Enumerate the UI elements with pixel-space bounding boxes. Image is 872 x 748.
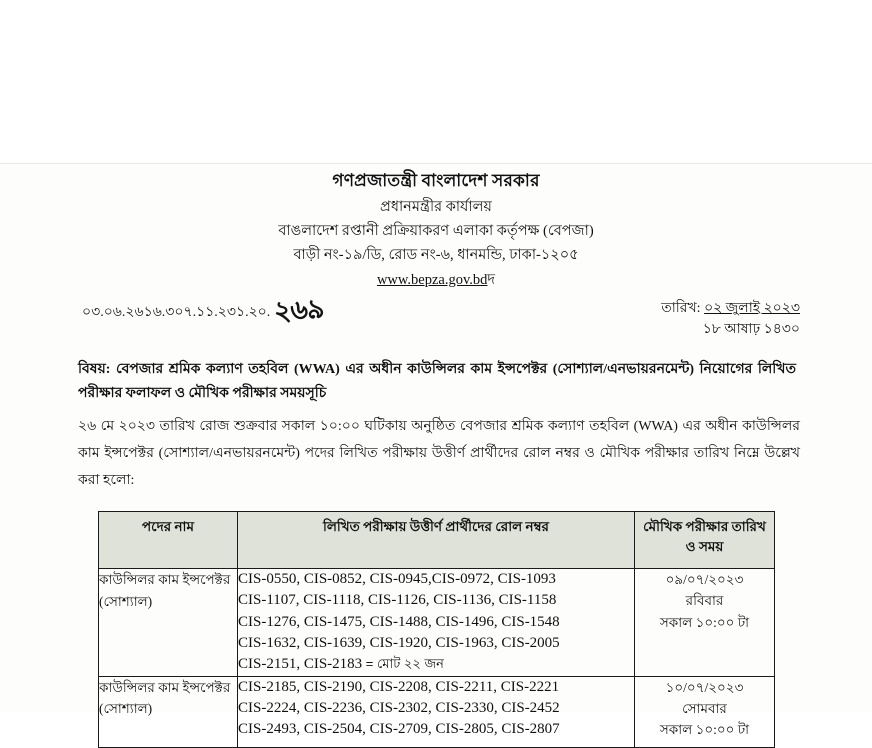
date-gregorian-line	[661, 298, 800, 319]
cell-post-name: কাউন্সিলর কাম ইন্সপেক্টর (সোশ্যাল)	[99, 676, 238, 747]
roll-number-line: CIS-2224, CIS-2236, CIS-2302, CIS-2330, CIS-2452	[238, 699, 560, 716]
column-header-roll-numbers: লিখিত পরীক্ষায় উত্তীর্ণ প্রার্থীদের রোল নম্বর	[238, 512, 635, 569]
roll-number-line: CIS-1632, CIS-1639, CIS-1920, CIS-1963, CIS-2005	[238, 635, 560, 652]
viva-time: সকাল ১০:০০ টা	[659, 722, 750, 738]
viva-date: ০৯/০৭/২০২৩	[665, 572, 744, 588]
results-table-body	[99, 569, 775, 747]
cell-viva-schedule	[635, 569, 775, 676]
government-title: গণপ্রজাতন্ত্রী বাংলাদেশ সরকার	[332, 171, 540, 190]
website-trailing-glyph: দ	[487, 271, 496, 288]
date-bangla: ১৮ আষাঢ় ১৪৩০	[702, 322, 800, 337]
viva-day: রবিবার	[685, 593, 724, 609]
date-label: তারিখ:	[661, 301, 701, 316]
letterhead	[0, 168, 872, 291]
results-table	[98, 511, 775, 748]
website-url[interactable]: www.bepza.gov.bd	[376, 271, 488, 288]
column-header-post: পদের নাম	[99, 512, 238, 569]
date-gregorian: ০২ জুলাই ২০২৩	[704, 301, 800, 316]
roll-number-line: CIS-2185, CIS-2190, CIS-2208, CIS-2211, CIS-2221	[238, 678, 560, 695]
column-header-viva-schedule: মৌখিক পরীক্ষার তারিখ ও সময়	[635, 512, 775, 569]
date-block	[661, 298, 800, 340]
website-line	[0, 269, 872, 291]
viva-day: সোমবার	[682, 700, 727, 716]
roll-number-line: CIS-2151, CIS-2183 = মোট ২২ জন	[238, 656, 444, 673]
memo-number: ০৩.০৬.২৬১৬.৩০৭.১১.২৩১.২০.	[82, 305, 271, 320]
memo-handwritten-number: ২৬৯	[273, 293, 325, 327]
roll-number-line: CIS-1276, CIS-1475, CIS-1488, CIS-1496, CIS-1548	[238, 613, 560, 630]
cell-roll-numbers	[238, 569, 635, 676]
organization-name: বাঙলাদেশ রপ্তানী প্রক্রিয়াকরণ এলাকা কর্তৃপক্ষ (বেপজা)	[278, 222, 594, 239]
viva-time: সকাল ১০:০০ টা	[659, 614, 750, 630]
cell-post-name: কাউন্সিলর কাম ইন্সপেক্টর (সোশ্যাল)	[99, 569, 238, 676]
table-row	[99, 569, 775, 676]
organization-address: বাড়ী নং-১৯/ডি, রোড নং-৬, ধানমন্ডি, ঢাকা-১২০৫	[293, 246, 579, 263]
office-name: প্রধানমন্ত্রীর কার্যালয়	[380, 198, 492, 215]
subject-line: বিষয়: বেপজার শ্রমিক কল্যাণ তহবিল (WWA) এর অধীন কাউন্সিলর কাম ইন্সপেক্টর (সোশ্যাল/এনভায়রনমেন্ট) নিয়োগের লিখিত পরীক্ষার ফলাফল ও মৌখিক পরীক্ষার সময়সূচি	[78, 362, 796, 402]
body-paragraph: ২৬ মে ২০২৩ তারিখ রোজ শুক্রবার সকাল ১০:০০ ঘটিকায় অনুষ্ঠিত বেপজার শ্রমিক কল্যাণ তহবিল (WWA) এর অধীন কাউন্সিলর কাম ইন্সপেক্টর (সোশ্যাল/এনভায়রনমেন্ট) পদের লিখিত পরীক্ষায় উত্তীর্ণ প্রার্থীদের রোল নম্বর ও মৌখিক পরীক্ষার তারিখ নিম্নে উল্লেখ করা হলো:	[78, 419, 800, 488]
roll-number-line: CIS-0550, CIS-0852, CIS-0945,CIS-0972, CIS-1093	[238, 571, 556, 588]
memo-header-row	[0, 293, 872, 340]
roll-number-line: CIS-2493, CIS-2504, CIS-2709, CIS-2805, CIS-2807	[238, 721, 560, 738]
roll-total-count: = মোট ২২ জন	[362, 656, 444, 672]
viva-date: ১০/০৭/২০২৩	[665, 679, 744, 695]
table-header-row	[99, 512, 775, 569]
roll-number-line: CIS-1107, CIS-1118, CIS-1126, CIS-1136, CIS-1158	[238, 592, 557, 609]
